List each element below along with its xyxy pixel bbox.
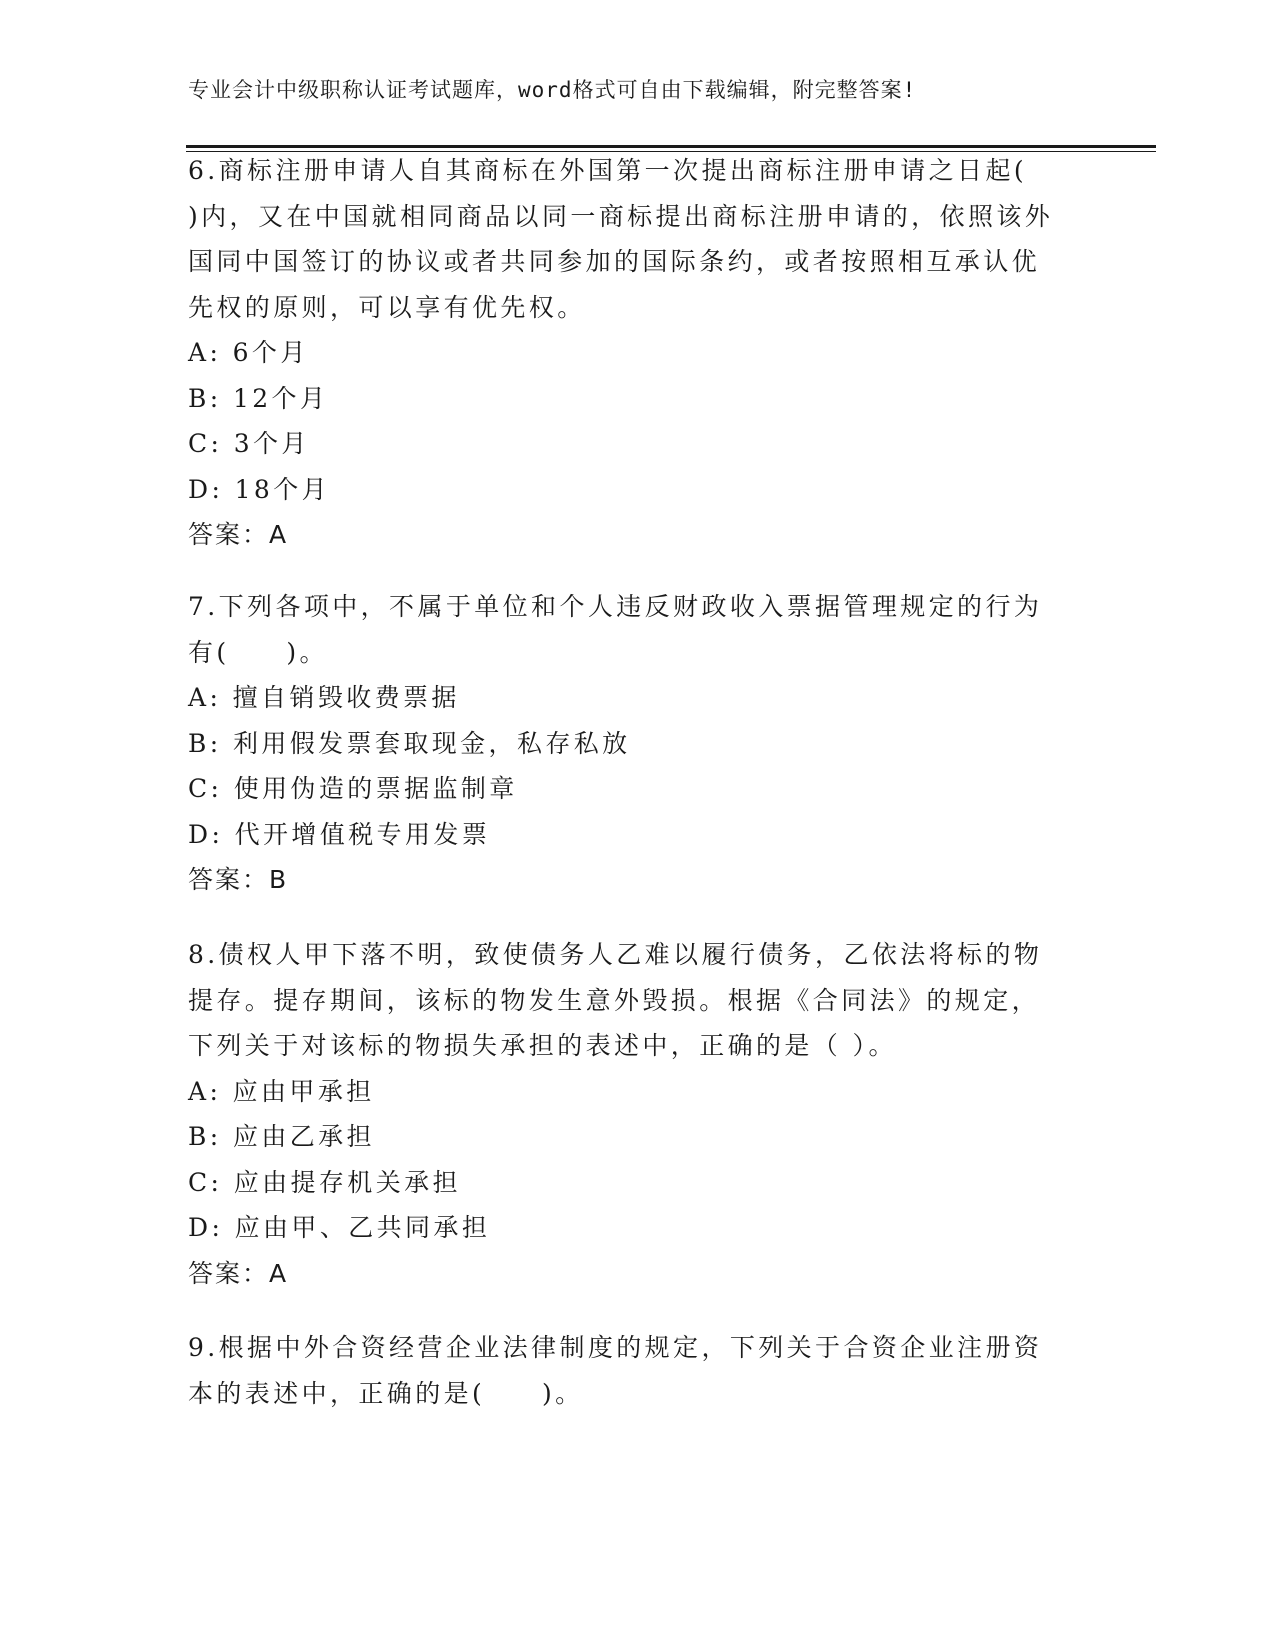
option-d: D: 应由甲、乙共同承担 — [188, 1213, 491, 1242]
question-text-line: 8.债权人甲下落不明，致使债务人乙难以履行债务，乙依法将标的物 — [188, 940, 1043, 969]
option-c: C: 应由提存机关承担 — [188, 1167, 461, 1197]
question-6 — [188, 148, 1088, 558]
question-text-line: 提存。提存期间，该标的物发生意外毁损。根据《合同法》的规定， — [188, 985, 1041, 1015]
option-d: D: 18个月 — [188, 474, 331, 504]
option-a: A: 6个月 — [188, 338, 309, 367]
answer-label: 答案：A — [188, 520, 289, 549]
question-9 — [188, 1325, 1088, 1416]
question-text-line: 本的表述中，正确的是( )。 — [188, 1378, 584, 1408]
question-text-line: 有( )。 — [188, 637, 328, 667]
option-a: A: 擅自销毁收费票据 — [188, 683, 460, 712]
question-8 — [188, 932, 1088, 1296]
option-b: B: 应由乙承担 — [188, 1122, 375, 1151]
option-c: C: 使用伪造的票据监制章 — [188, 774, 518, 803]
question-text-line: 9.根据中外合资经营企业法律制度的规定，下列关于合资企业注册资 — [188, 1333, 1043, 1362]
question-text-line: )内，又在中国就相同商品以同一商标提出商标注册申请的，依照该外 — [188, 201, 1054, 231]
question-text-line: 7.下列各项中，不属于单位和个人违反财政收入票据管理规定的行为 — [188, 592, 1043, 621]
option-b: B: 利用假发票套取现金，私存私放 — [188, 728, 631, 758]
option-b: B: 12个月 — [188, 383, 329, 413]
option-c: C: 3个月 — [188, 429, 310, 458]
page-header: 专业会计中级职称认证考试题库，word格式可自由下载编辑，附完整答案! — [188, 78, 917, 102]
option-d: D: 代开增值税专用发票 — [188, 819, 491, 849]
option-a: A: 应由甲承担 — [188, 1076, 375, 1106]
answer-label: 答案：A — [188, 1258, 289, 1288]
answer-label: 答案：B — [188, 865, 289, 894]
question-text-line: 6.商标注册申请人自其商标在外国第一次提出商标注册申请之日起( — [188, 156, 1028, 185]
question-text-line: 国同中国签订的协议或者共同参加的国际条约，或者按照相互承认优 — [188, 247, 1041, 276]
question-text-line: 下列关于对该标的物损失承担的表述中，正确的是（ ）。 — [188, 1031, 897, 1060]
question-text-line: 先权的原则，可以享有优先权。 — [188, 292, 586, 322]
question-7 — [188, 584, 1088, 903]
